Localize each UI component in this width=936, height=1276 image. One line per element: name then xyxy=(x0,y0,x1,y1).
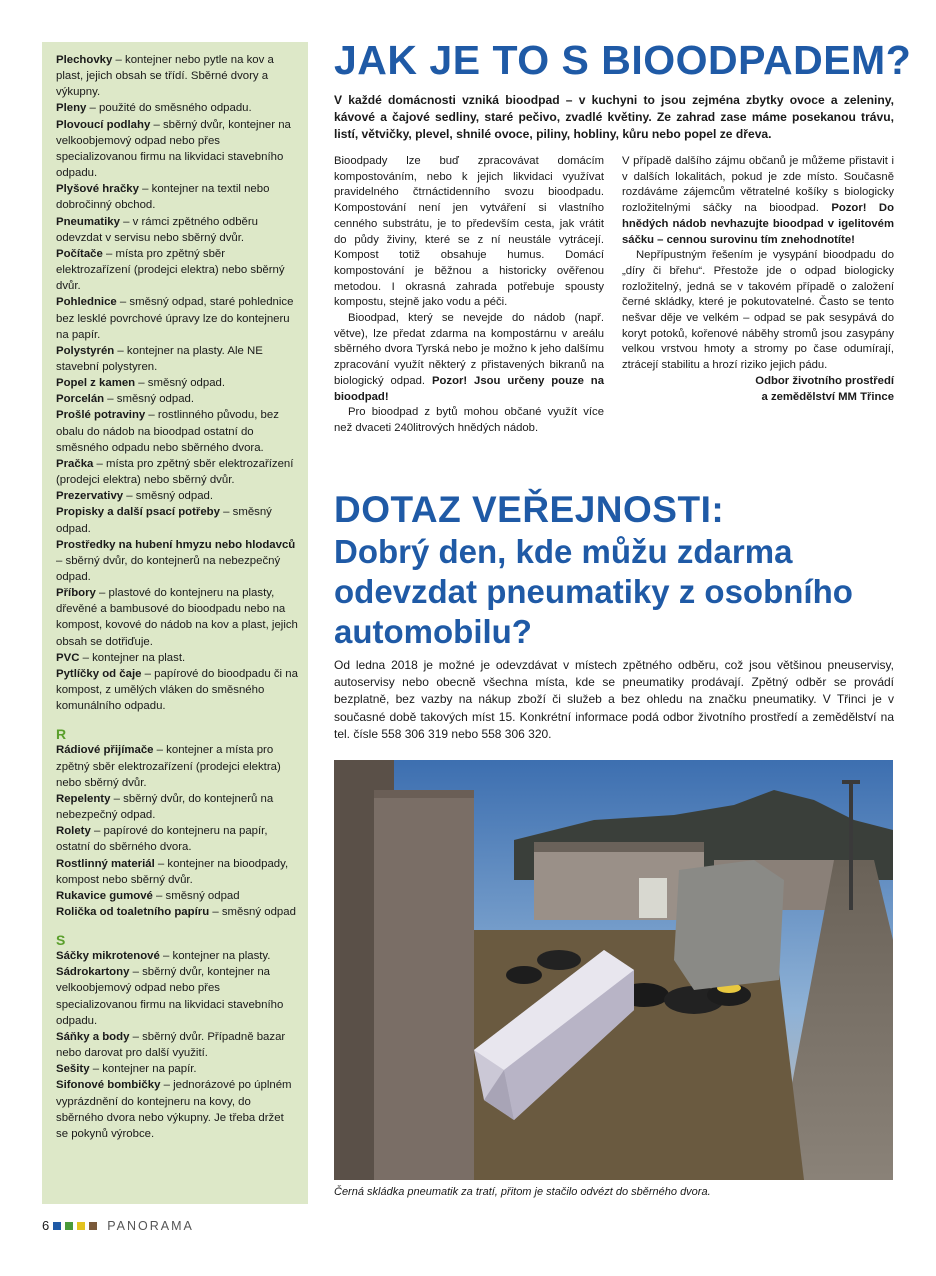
glossary-term: Sešity xyxy=(56,1063,90,1076)
letter-heading-r: R xyxy=(56,726,67,743)
glossary-description: – kontejner na plasty. xyxy=(159,950,271,963)
glossary-term: Porcelán xyxy=(56,393,105,406)
glossary-entry xyxy=(56,52,298,100)
glossary-description: – směsný odpad. xyxy=(104,393,195,406)
glossary-term: Rukavice gumové xyxy=(56,889,153,902)
glossary-description: – sběrný dvůr, kontejner na velkoobjemový odpad nebo přes specializovanou firmu na likvidaci stavebního odpadu. xyxy=(56,118,291,180)
glossary-section-s xyxy=(56,948,298,1142)
glossary-entry xyxy=(56,823,298,855)
glossary-term: PVC xyxy=(56,651,80,664)
glossary-entry xyxy=(56,504,298,536)
glossary-term: Popel z kamen xyxy=(56,377,136,390)
glossary-entry xyxy=(56,294,298,342)
paragraph-text: V případě dalšího zájmu občanů je můžeme přistavit i v dalších lokalitách, pokud je zde místo. Současně rozdáváme zájemcům větratelné košíky s biologicky rozložitelnými sáčky na bioodpad. xyxy=(622,155,894,215)
paragraph-text: Bioodpad, který se nevejde do nádob (např. větve), lze předat zdarma na kompostárnu v areálu sběrného dvora Tyrská nebo je možno k jeho dalšímu zpracování využít některý z přistavených bikranů na biologický odpad. xyxy=(334,312,604,387)
glossary-term: Sáňky a body xyxy=(56,1030,130,1043)
article-column-1 xyxy=(334,154,604,437)
magazine-name: PANORAMA xyxy=(107,1218,194,1233)
glossary-entry xyxy=(56,488,298,504)
glossary-entry xyxy=(56,1029,298,1061)
warning-text: Pozor! Jsou určeny pouze na bioodpad! xyxy=(334,374,604,403)
paragraph xyxy=(334,311,604,405)
glossary-description: – kontejner na textil nebo dobročinný obchod. xyxy=(56,183,270,212)
glossary-entry xyxy=(56,856,298,888)
article-column-2 xyxy=(622,154,894,405)
glossary-entry xyxy=(56,1077,298,1142)
glossary-description: – sběrný dvůr, do kontejnerů na nebezpečný odpad. xyxy=(56,554,281,583)
illegal-dump-photo xyxy=(334,760,893,1180)
glossary-entry xyxy=(56,214,298,246)
glossary-section-p xyxy=(56,52,298,714)
footer-square-4 xyxy=(89,1222,97,1230)
glossary-entry xyxy=(56,246,298,294)
glossary-term: Pleny xyxy=(56,102,87,115)
glossary-term: Plyšové hračky xyxy=(56,183,139,196)
glossary-description: – místa pro zpětný sběr elektrozařízení (prodejci elektra) nebo sběrný dvůr. xyxy=(56,247,285,293)
glossary-description: – směsný odpad xyxy=(209,905,296,918)
glossary-description: – papírové do kontejneru na papír, ostatní do sběrného dvora. xyxy=(56,825,268,854)
warning-text: Pozor! Do hnědých nádob nevhazujte bioodpad v igelitovém sáčku – cennou surovinu tím znehodnotíte! xyxy=(622,202,894,246)
glossary-term: Sáčky mikrotenové xyxy=(56,950,160,963)
glossary-description: – v rámci zpětného odběru odevzdat v servisu nebo sběrný dvůr. xyxy=(56,215,258,244)
question-title: DOTAZ VEŘEJNOSTI: xyxy=(334,489,725,530)
signature-line-2: a zemědělství MM Třince xyxy=(761,390,894,403)
footer-square-1 xyxy=(53,1222,61,1230)
question-subtitle: Dobrý den, kde můžu zdarma odevzdat pneumatiky z osobního automobilu? xyxy=(334,533,853,650)
glossary-entry xyxy=(56,407,298,455)
glossary-description: – směsný odpad, staré pohlednice bez lesklé povrchové úpravy lze do kontejneru na papír. xyxy=(56,296,294,341)
glossary-description: – kontejner na bioodpady, kompost nebo sběrný dvůr. xyxy=(56,857,289,886)
glossary-description: – kontejner na papír. xyxy=(89,1063,197,1076)
glossary-entry xyxy=(56,650,298,666)
glossary-entry xyxy=(56,964,298,1029)
paragraph: Pro bioodpad z bytů mohou občané využít více než dvaceti 240litrových hnědých nádob. xyxy=(334,406,604,434)
glossary-entry xyxy=(56,375,298,391)
glossary-term: Propisky a další psací potřeby xyxy=(56,506,220,519)
glossary-entry xyxy=(56,343,298,375)
glossary-term: Plovoucí podlahy xyxy=(56,118,151,131)
glossary-description: – směsný odpad. xyxy=(135,377,226,390)
glossary-description: – papírové do bioodpadu či na kompost, z umělých vláken do směsného komunálního odpadu. xyxy=(56,667,298,713)
glossary-description: – směsný odpad. xyxy=(123,490,214,503)
glossary-entry xyxy=(56,1061,298,1077)
glossary-description: – sběrný dvůr, kontejner na velkoobjemový odpad nebo přes specializovanou firmu na likvidaci stavebního odpadu. xyxy=(56,966,284,1027)
footer-square-3 xyxy=(77,1222,85,1230)
glossary-entry xyxy=(56,742,298,790)
glossary-section-r xyxy=(56,742,298,920)
glossary-term: Rolička od toaletního papíru xyxy=(56,905,210,918)
glossary-term: Pneumatiky xyxy=(56,215,120,228)
glossary-description: – rostlinného původu, bez obalu do nádob na bioodpad ostatní do směsného odpadu nebo sběrného dvora. xyxy=(56,409,279,454)
question-answer: Od ledna 2018 je možné je odevzdávat v místech zpětného odběru, což jsou většinou pneuservisy, autoservisy nebo obecně všechna místa, kde se pneumatiky prodávají. Zpětný odběr se provádí bezplatně, bez vazby na nákup zboží či služeb a bez ohledu na značku pneumatiky. V Třinci je v současné době takových míst 15. Konkrétní informace podá odbor životního prostředí a zemědělství na tel. čísle 558 306 319 nebo 558 306 320. xyxy=(334,658,894,741)
glossary-term: Prostředky na hubení hmyzu nebo hlodavců xyxy=(56,538,296,551)
glossary-entry xyxy=(56,456,298,488)
glossary-term: Pytlíčky od čaje xyxy=(56,667,142,680)
glossary-description: – směsný odpad xyxy=(152,889,240,902)
glossary-description: – použité do směsného odpadu. xyxy=(86,102,252,115)
glossary-description: – místa pro zpětný sběr elektrozařízení (prodejci elektra) nebo sběrný dvůr. xyxy=(56,457,294,487)
glossary-entry xyxy=(56,100,298,116)
glossary-term: Rostlinný materiál xyxy=(56,857,155,870)
glossary-term: Polystyrén xyxy=(56,344,115,357)
glossary-term: Rolety xyxy=(56,825,91,838)
glossary-term: Rádiové přijímače xyxy=(56,744,154,757)
glossary-description: – kontejner a místa pro zpětný sběr elektrozařízení (prodejci elektra) nebo sběrný dvůr. xyxy=(56,744,281,789)
page-number: 6 xyxy=(42,1218,50,1233)
glossary-term: Sifonové bombičky xyxy=(56,1079,161,1092)
paragraph: Bioodpady lze buď zpracovávat domácím kompostováním, nebo k jejich likvidaci využívat pravidelného čtrnáctidenního svozu bioodpadu. Kompostování není jen vytváření si vlastního cenného substrátu, je to především cesta, jak vrátit do půdy živiny, které se z ní neustále vytrácejí. Kompost totiž obsahuje humus. Domácí kompostování je běžnou a historicky ověřenou metodou. I okrasná zahrada potřebuje spousty kompostu, stejně jako vodu a péči. xyxy=(334,155,604,309)
glossary-description: – sběrný dvůr. Případně bazar nebo darovat pro další využití. xyxy=(56,1030,286,1060)
glossary-entry xyxy=(56,791,298,823)
glossary-term: Plechovky xyxy=(56,54,113,66)
glossary-entry xyxy=(56,537,298,585)
glossary-entry xyxy=(56,391,298,407)
footer-square-2 xyxy=(65,1222,73,1230)
glossary-term: Počítače xyxy=(56,247,103,260)
glossary-term: Pohlednice xyxy=(56,296,117,309)
glossary-description: – jednorázové po úplném vyprázdnění do kontejneru na kovy, do sběrného dvora nebo výkupny. Je třeba držet se pokynů výrobce. xyxy=(56,1079,292,1140)
glossary-description: – kontejner na plast. xyxy=(79,651,186,664)
glossary-entry xyxy=(56,666,298,714)
glossary-term: Pračka xyxy=(56,457,94,470)
glossary-entry xyxy=(56,888,298,904)
article-title: JAK JE TO S BIOODPADEM? xyxy=(334,37,912,83)
paragraph xyxy=(622,154,894,248)
sidebar-waste-glossary xyxy=(42,42,308,1204)
glossary-entry xyxy=(56,904,298,920)
signature-line-1: Odbor životního prostředí xyxy=(755,374,894,387)
glossary-entry xyxy=(56,181,298,213)
glossary-term: Příbory xyxy=(56,587,96,600)
glossary-entry xyxy=(56,948,298,964)
glossary-term: Prezervativy xyxy=(56,490,124,503)
glossary-description: – plastové do kontejneru na plasty, dřevěné a bambusové do bioodpadu nebo na kompost, kovové do nádob na kov a plast, jejich obsah se dotřiďuje. xyxy=(56,587,298,648)
article-lead: V každé domácnosti vzniká bioodpad – v kuchyni to jsou zejména zbytky ovoce a zeleniny, kávové a čajové sedliny, staré pečivo, zvadlé květiny. Ze zahrad zase máme posekanou trávu, listí, větvičky, plevel, shnilé ovoce, piliny, hobliny, kůru nebo popel ze dřeva. xyxy=(334,93,894,142)
glossary-description: – kontejner na plasty. Ale NE stavební polystyren. xyxy=(56,344,263,373)
page-footer xyxy=(42,1218,194,1233)
glossary-term: Sádrokartony xyxy=(56,966,130,979)
glossary-entry xyxy=(56,117,298,182)
glossary-entry xyxy=(56,585,298,650)
glossary-description: – sběrný dvůr, do kontejnerů na nebezpečný odpad. xyxy=(56,792,274,822)
glossary-description: – směsný odpad. xyxy=(56,506,272,535)
paragraph: Nepřípustným řešením je vysypání bioodpadu do „díry či břehu“. Přestože jde o odpad biologicky rozložitelný, jedná se v takovém případě o založení černé skládky, které je pokutovatelné. Často se tento nešvar děje ve velkém – odpad se pak sesypává do koryt potoků, kořenové náběhy stromů jsou zasypány velkou vrstvou hmoty a stromy po čase odumírají, ztrácejí stabilitu a hrozí riziko jejich pádu. xyxy=(622,249,894,372)
letter-heading-s: S xyxy=(56,932,66,949)
photo-caption: Černá skládka pneumatik za tratí, přitom je stačilo odvézt do sběrného dvora. xyxy=(334,1186,711,1198)
glossary-description: – kontejner nebo pytle na kov a plast, jejich obsah se třídí. Sběrné dvory a výkupny. xyxy=(56,54,274,99)
glossary-term: Prošlé potraviny xyxy=(56,409,146,422)
glossary-term: Repelenty xyxy=(56,792,111,805)
